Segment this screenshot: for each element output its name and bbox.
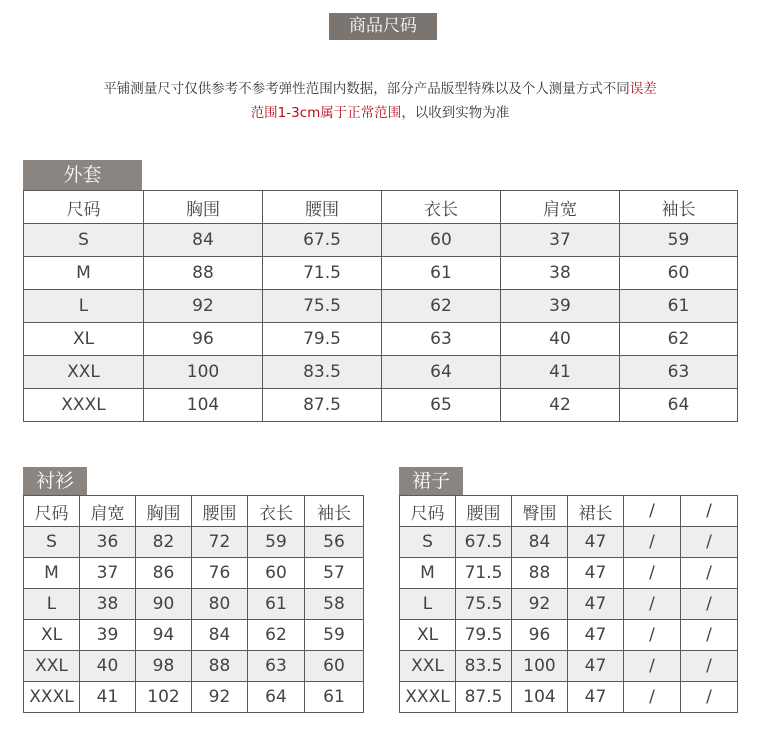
column-header: 尺码: [24, 496, 80, 527]
size-cell: XXXL: [24, 389, 144, 422]
measurement-cell: 59: [248, 527, 305, 558]
size-cell: M: [400, 558, 456, 589]
column-header: 裙长: [568, 496, 624, 527]
column-header: 腰围: [263, 191, 382, 224]
table-row: [24, 224, 738, 257]
measurement-cell: /: [624, 589, 681, 620]
measurement-cell: 42: [501, 389, 620, 422]
measurement-cell: 64: [382, 356, 501, 389]
measurement-cell: 59: [620, 224, 738, 257]
measurement-cell: 47: [568, 620, 624, 651]
measurement-cell: /: [624, 527, 681, 558]
measurement-cell: /: [681, 589, 738, 620]
table-row: [24, 389, 738, 422]
measurement-cell: 76: [192, 558, 248, 589]
table-row: [400, 682, 738, 713]
note-text: ，以收到实物为准: [401, 105, 510, 121]
table-row: [24, 620, 364, 651]
table-row: [400, 620, 738, 651]
measurement-cell: /: [624, 558, 681, 589]
measurement-cell: 38: [80, 589, 136, 620]
measurement-cell: 47: [568, 682, 624, 713]
measurement-cell: 58: [305, 589, 364, 620]
measurement-cell: 56: [305, 527, 364, 558]
column-header: 臀围: [512, 496, 568, 527]
size-cell: M: [24, 558, 80, 589]
measurement-cell: 104: [144, 389, 263, 422]
size-cell: XXL: [400, 651, 456, 682]
section-label-shirt: 衬衫: [23, 467, 87, 495]
measurement-cell: 100: [512, 651, 568, 682]
measurement-cell: 86: [136, 558, 192, 589]
column-header: 衣长: [248, 496, 305, 527]
measurement-cell: 92: [192, 682, 248, 713]
measurement-cell: 61: [620, 290, 738, 323]
table-header-row: [24, 496, 364, 527]
measurement-cell: 37: [501, 224, 620, 257]
measurement-cell: 80: [192, 589, 248, 620]
measurement-cell: 38: [501, 257, 620, 290]
measurement-cell: 98: [136, 651, 192, 682]
measurement-cell: 75.5: [456, 589, 512, 620]
size-cell: S: [24, 527, 80, 558]
measurement-cell: 40: [501, 323, 620, 356]
size-cell: S: [24, 224, 144, 257]
measurement-cell: 41: [80, 682, 136, 713]
measurement-cell: 92: [144, 290, 263, 323]
measurement-cell: 62: [382, 290, 501, 323]
measurement-cell: 84: [512, 527, 568, 558]
size-cell: L: [24, 290, 144, 323]
measurement-cell: 39: [501, 290, 620, 323]
measurement-cell: 88: [192, 651, 248, 682]
measurement-cell: 61: [248, 589, 305, 620]
column-header: /: [624, 496, 681, 527]
measurement-cell: 84: [192, 620, 248, 651]
column-header: 衣长: [382, 191, 501, 224]
size-cell: S: [400, 527, 456, 558]
measurement-cell: 71.5: [263, 257, 382, 290]
column-header: 肩宽: [80, 496, 136, 527]
measurement-cell: 60: [248, 558, 305, 589]
measurement-cell: 100: [144, 356, 263, 389]
table-row: [24, 356, 738, 389]
measurement-cell: 64: [248, 682, 305, 713]
size-cell: XXXL: [24, 682, 80, 713]
measurement-cell: 62: [248, 620, 305, 651]
measurement-cell: 47: [568, 527, 624, 558]
measurement-cell: /: [681, 620, 738, 651]
measurement-cell: 82: [136, 527, 192, 558]
column-header: /: [681, 496, 738, 527]
size-cell: XXL: [24, 651, 80, 682]
shirt-size-table: [23, 495, 364, 713]
measurement-cell: 60: [305, 651, 364, 682]
measurement-cell: 61: [305, 682, 364, 713]
size-cell: XL: [400, 620, 456, 651]
column-header: 袖长: [620, 191, 738, 224]
measurement-cell: 94: [136, 620, 192, 651]
outer-size-table: [23, 190, 738, 422]
measurement-cell: 59: [305, 620, 364, 651]
measurement-note-line-2: [20, 101, 740, 121]
table-row: [24, 558, 364, 589]
measurement-cell: 39: [80, 620, 136, 651]
measurement-cell: 96: [144, 323, 263, 356]
measurement-cell: 102: [136, 682, 192, 713]
table-row: [24, 651, 364, 682]
table-row: [400, 558, 738, 589]
measurement-cell: 79.5: [456, 620, 512, 651]
table-row: [24, 290, 738, 323]
measurement-cell: 79.5: [263, 323, 382, 356]
measurement-cell: /: [681, 527, 738, 558]
measurement-cell: 47: [568, 589, 624, 620]
table-row: [24, 257, 738, 290]
skirt-size-table: [399, 495, 738, 713]
measurement-cell: 37: [80, 558, 136, 589]
measurement-cell: 71.5: [456, 558, 512, 589]
measurement-cell: 83.5: [263, 356, 382, 389]
column-header: 肩宽: [501, 191, 620, 224]
measurement-cell: 60: [620, 257, 738, 290]
table-header-row: [400, 496, 738, 527]
table-row: [400, 651, 738, 682]
measurement-cell: 67.5: [456, 527, 512, 558]
column-header: 胸围: [144, 191, 263, 224]
measurement-cell: 63: [382, 323, 501, 356]
measurement-cell: 92: [512, 589, 568, 620]
measurement-cell: 83.5: [456, 651, 512, 682]
note-text: 平铺测量尺寸仅供参考不参考弹性范围内数据，部分产品版型特殊以及个人测量方式不同: [103, 81, 630, 97]
measurement-cell: /: [681, 651, 738, 682]
measurement-cell: /: [681, 558, 738, 589]
size-cell: M: [24, 257, 144, 290]
measurement-cell: 57: [305, 558, 364, 589]
section-label-outer: 外套: [23, 160, 142, 190]
column-header: 腰围: [192, 496, 248, 527]
measurement-cell: 62: [620, 323, 738, 356]
measurement-cell: 84: [144, 224, 263, 257]
measurement-cell: 90: [136, 589, 192, 620]
column-header: 袖长: [305, 496, 364, 527]
size-cell: L: [24, 589, 80, 620]
measurement-cell: 88: [144, 257, 263, 290]
measurement-cell: 47: [568, 651, 624, 682]
table-row: [400, 589, 738, 620]
note-highlight: 范围1-3cm属于正常范围: [250, 105, 402, 121]
size-cell: XL: [24, 620, 80, 651]
size-cell: XXL: [24, 356, 144, 389]
measurement-cell: 67.5: [263, 224, 382, 257]
measurement-cell: 75.5: [263, 290, 382, 323]
measurement-cell: /: [624, 620, 681, 651]
measurement-cell: 63: [248, 651, 305, 682]
section-label-skirt: 裙子: [399, 467, 463, 495]
table-row: [400, 527, 738, 558]
column-header: 腰围: [456, 496, 512, 527]
table-row: [24, 682, 364, 713]
size-cell: XL: [24, 323, 144, 356]
measurement-cell: /: [681, 682, 738, 713]
measurement-cell: 87.5: [263, 389, 382, 422]
measurement-note-line-1: [20, 77, 740, 97]
measurement-cell: 41: [501, 356, 620, 389]
measurement-cell: 64: [620, 389, 738, 422]
table-row: [24, 589, 364, 620]
measurement-cell: /: [624, 651, 681, 682]
measurement-cell: 61: [382, 257, 501, 290]
note-highlight: 误差: [629, 81, 657, 97]
size-cell: L: [400, 589, 456, 620]
table-row: [24, 323, 738, 356]
measurement-cell: 60: [382, 224, 501, 257]
measurement-cell: /: [624, 682, 681, 713]
measurement-cell: 40: [80, 651, 136, 682]
column-header: 胸围: [136, 496, 192, 527]
measurement-cell: 104: [512, 682, 568, 713]
size-cell: XXXL: [400, 682, 456, 713]
measurement-cell: 87.5: [456, 682, 512, 713]
page-title: 商品尺码: [329, 13, 437, 40]
measurement-cell: 72: [192, 527, 248, 558]
column-header: 尺码: [24, 191, 144, 224]
measurement-cell: 36: [80, 527, 136, 558]
column-header: 尺码: [400, 496, 456, 527]
measurement-cell: 88: [512, 558, 568, 589]
measurement-cell: 63: [620, 356, 738, 389]
measurement-cell: 96: [512, 620, 568, 651]
table-row: [24, 527, 364, 558]
table-header-row: [24, 191, 738, 224]
measurement-cell: 47: [568, 558, 624, 589]
measurement-cell: 65: [382, 389, 501, 422]
